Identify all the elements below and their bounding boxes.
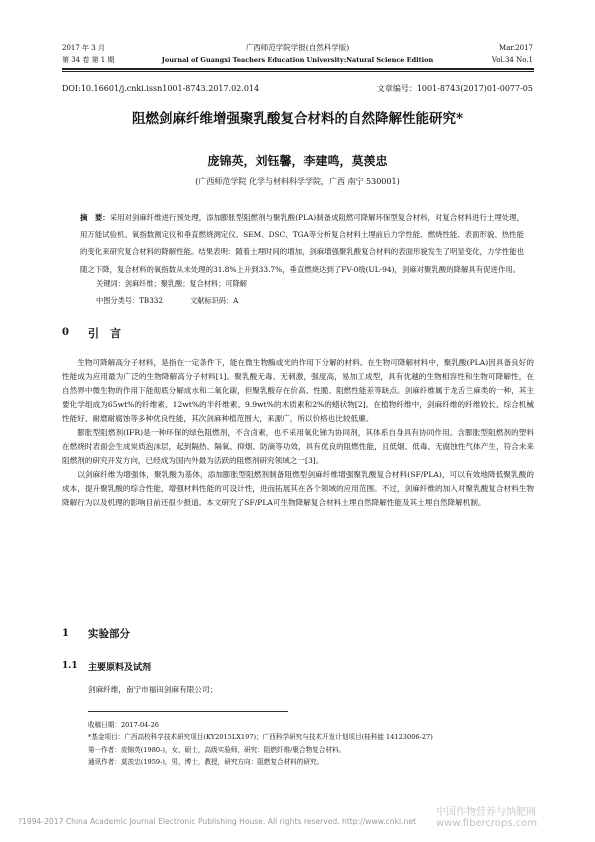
- footnote-rule: [88, 711, 288, 712]
- header-vol-en: Vol.34 No.1: [491, 56, 533, 64]
- affiliation: (广西师范学院 化学与材料科学学院，广西 南宁 530001): [195, 177, 400, 186]
- paragraph: 以剑麻纤维为增强体，聚乳酸为基体，添加膨胀型阻燃剂制备阻燃型剑麻纤维增强聚乳酸复合材料(SF/PLA)，可以有效地降低聚乳酸的成本，提升聚乳酸的综合性能，增强材料性能的可设计性，进而拓展其在各个领域的应用范围。不过，剑麻纤维的加入对聚乳酸复合材料生物降解行为以及机理的影响目前还很少报道。本文研究了SF/PLA可生物降解复合材料土埋自然降解性能及其土埋自然降解机制。: [62, 470, 534, 507]
- paragraph: 生物可降解高分子材料，是指在一定条件下，能在微生物酶或光的作用下分解的材料。在生物可降解材料中，聚乳酸(PLA)因具备良好的性能成为应用最为广泛的生物降解高分子材料[1]。聚乳酸无毒、无刺激，强度高，易加工成型，具有优越的生物相容性和生物可降解性，在自然界中微生物的作用下能彻底分解成水和二氧化碳，但聚乳酸存在价高、性脆、阻燃性能差等缺点。剑麻纤维属于龙舌兰麻类的一种，其主要化学组成为65wt%的纤维素、12wt%的半纤维素、9.9wt%的木质素和2%的蜡状物[2]。在植物纤维中，剑麻纤维的纤维较长、综合机械性能好、耐磨耐腐蚀等多种优良性能，其次剑麻种植范围大，来源广，所以价格也比较低廉。: [62, 358, 534, 423]
- corresponding-author-info: 通讯作者：莫羡忠(1959-)，男，博士，教授，研究方向：阻燃复合材料的研究。: [88, 758, 324, 767]
- fund-info: *基金项目：广西高校科学技术研究项目(KY2015LX197)；广西科学研究与技术开发计划项目(桂科能 14123006-27): [88, 733, 433, 742]
- subsection-heading: 主要原料及试剂: [88, 663, 152, 673]
- clc-number: 中图分类号：TB332: [96, 296, 163, 305]
- keywords: 关键词：剑麻纤维；聚乳酸；复合材料；可降解: [96, 279, 247, 288]
- first-author-info: 第一作者：庞锦英(1980-)，女，硕士，高级实验师，研究：阻燃纤维/聚合物复合材料。: [88, 745, 346, 754]
- watermark: 中国作物营养与纳肥网 www.fibercrops.com: [436, 807, 538, 829]
- header-volume: 第 34 卷 第 1 期: [62, 56, 115, 64]
- article-number: 文章编号：1001-8743(2017)01-0077-05: [376, 84, 533, 93]
- subsection-number: 1.1: [62, 661, 78, 671]
- footnote: [88, 719, 534, 769]
- intro-body: [62, 356, 534, 510]
- header-rule: [62, 68, 534, 70]
- header-date: 2017 年 3 月: [62, 44, 105, 52]
- section-heading: 实验部分: [88, 628, 130, 640]
- section-number: 1: [62, 628, 69, 639]
- copyright-line: ?1994-2017 China Academic Journal Electronic Publishing House. All rights reserved. http://www.cnki.net: [18, 817, 417, 826]
- header-rule-thin: [62, 71, 534, 72]
- abstract: [80, 209, 524, 278]
- journal-title-cn: 广西师范学院学报(自然科学版): [245, 43, 350, 52]
- paper-title: 阻燃剑麻纤维增强聚乳酸复合材料的自然降解性能研究*: [131, 111, 464, 127]
- doi: DOI:10.16601/j.cnki.issn1001-8743.2017.02.014: [62, 84, 260, 93]
- intro-heading: 引 言: [88, 327, 121, 340]
- author-list: 庞锦英，刘钰馨，李建鸣，莫羡忠: [207, 154, 388, 168]
- header-month: Mar.2017: [499, 44, 533, 52]
- abstract-label: 摘 要：: [80, 213, 110, 222]
- document-code: 文献标识码：A: [190, 296, 239, 305]
- intro-number: 0: [62, 327, 69, 338]
- received-date: 收稿日期：2017-04-26: [88, 721, 159, 729]
- paragraph: 膨胀型阻燃剂(IFR)是一种环保的绿色阻燃剂，不含卤素，也不采用氧化锑为协同剂，其体系自身具有协同作用。含膨胀型阻燃剂的塑料在燃烧时表面会生成炭质泡沫层，起到隔热、隔氧、抑烟、防滴等功效，具有优良的阻燃性能，且低烟、低毒、无腐蚀性气体产生，符合未来阻燃剂的研究开发方向，已经成为国内外最为活跃的阻燃剂研究领域之一[3]。: [62, 428, 534, 465]
- abstract-text: 采用对剑麻纤维进行预处理，添加膨胀型阻燃剂与聚乳酸(PLA)制备成阻燃可降解环保型复合材料，对复合材料进行土埋处理，用万能试验机、氧指数测定仪和垂直燃烧测定仪、SEM、DSC、TGA等分析复合材料土埋前后力学性能、燃烧性能、表面形貌、热性能的变化来研究复合材料的降解性能。结果表明：随着土埋时间的增加，剑麻增强聚乳酸复合材料的表面形貌发生了明显变化，力学性能也随之下降，复合材料的氧指数从未处理的31.8%上升到33.7%，垂直燃烧达到了FV-0级(UL-94)，剑麻对聚乳酸的降解具有促进作用。: [80, 213, 524, 274]
- journal-title-en: Journal of Guangxi Teachers Education University:Natural Science Edition: [161, 56, 434, 64]
- materials-line: 剑麻纤维，南宁市福田剑麻有限公司；: [88, 685, 218, 694]
